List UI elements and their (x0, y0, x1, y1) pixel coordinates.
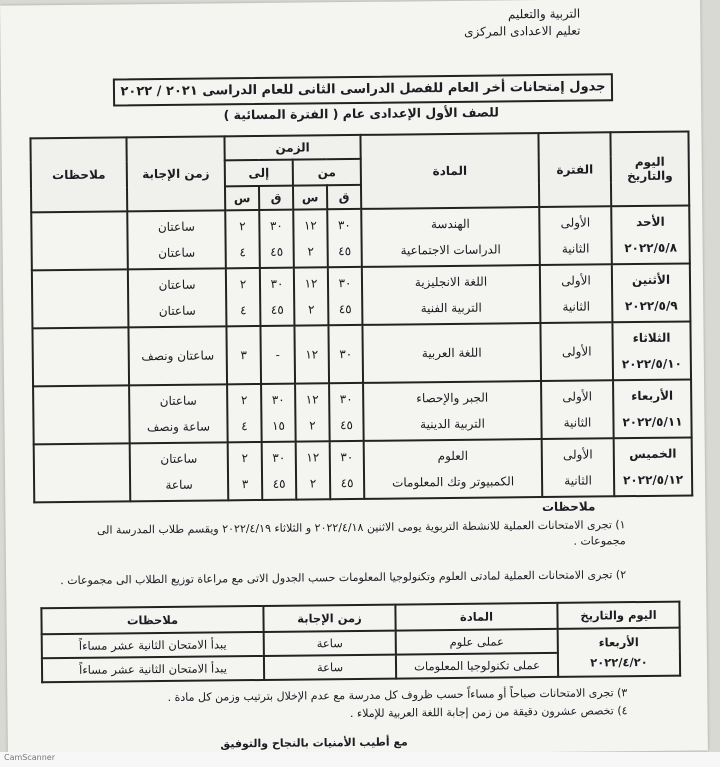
day-cell-day: الأربعاء (631, 388, 674, 404)
table-row (32, 321, 691, 386)
from-s-cell-line: ١٢ (305, 392, 319, 407)
to-q-cell (261, 384, 296, 442)
duration-cell-line: ساعتان (158, 303, 196, 319)
duration-cell-line: ساعتان (159, 393, 197, 409)
subject-cell (362, 265, 541, 325)
day-cell-day: الأحد (635, 214, 665, 230)
col-to-q: ق (259, 186, 293, 210)
from-s-cell-line: ٢ (307, 302, 315, 317)
to-s-cell (227, 384, 262, 442)
period-cell (540, 264, 613, 323)
to-s-cell (226, 326, 261, 384)
lab-date: ٢٠٢٢/٤/٢٠ (590, 654, 648, 670)
from-s-cell (296, 441, 331, 499)
from-s-cell (294, 267, 329, 325)
to-q-cell-line: ٤٥ (272, 476, 286, 491)
notes-cell (32, 327, 129, 386)
col-day: اليوم والتاريخ (610, 131, 689, 206)
subject-cell (363, 381, 542, 441)
header-line-1: التربية والتعليم (507, 6, 581, 22)
subject-cell (364, 439, 543, 499)
from-q-cell (327, 209, 362, 267)
col-to-s: س (225, 186, 259, 210)
to-s-cell-line: ٢ (239, 277, 247, 292)
table-row (31, 205, 690, 270)
to-s-cell-line: ٢ (240, 393, 248, 408)
to-q-cell (262, 442, 297, 500)
day-cell-day: الأثنين (631, 272, 671, 288)
subject-cell-line: الكمبيوتر وتك المعلومات (391, 474, 515, 490)
from-q-cell-line: ٤٥ (338, 302, 352, 317)
subject-cell-line: اللغة العربية (421, 345, 482, 361)
lab-col-day: اليوم والتاريخ (557, 602, 679, 629)
from-s-cell (295, 383, 330, 441)
lab-duration: ساعة (264, 655, 396, 680)
to-q-cell (260, 268, 295, 326)
duration-cell-line: ساعتان (158, 245, 196, 261)
to-s-cell-line: ٤ (241, 419, 248, 434)
to-s-cell-line: ٣ (240, 348, 248, 363)
table-row (34, 437, 693, 502)
period-cell-line: الأولى (562, 447, 593, 462)
notes-cell (33, 385, 130, 444)
day-cell (611, 205, 690, 264)
period-cell-line: الثانية (562, 299, 591, 314)
subject-cell-line: الهندسة (430, 216, 470, 232)
from-q-cell-line: ٣٠ (339, 392, 353, 407)
notes-cell (32, 269, 129, 328)
lab-subject: عملى علوم (396, 629, 558, 655)
notes-cell (34, 443, 131, 502)
footer-strip (0, 752, 720, 767)
day-cell-day: الثلاثاء (632, 330, 671, 346)
period-cell (542, 438, 615, 497)
from-s-cell-line: ١٢ (306, 450, 320, 465)
to-q-cell-line: - (275, 347, 280, 362)
duration-cell-line: ساعتان (158, 277, 196, 293)
duration-cell (128, 326, 227, 385)
header-line-2: تعليم الاعدادى المركزى (463, 23, 581, 39)
subject-cell-line: التربية الفنية (420, 300, 482, 316)
header-block (464, 6, 581, 41)
to-q-cell-line: ٣٠ (269, 218, 283, 233)
note-3: ٣) تجرى الامتحانات صباحاً أو مساءاً حسب ظروف كل مدرسة مع عدم الإخلال بترتيب وزمن كل مادة . (167, 686, 628, 704)
from-s-cell (294, 325, 329, 383)
col-period: الفترة (538, 132, 611, 207)
subject-cell-line: اللغة الانجليزية (414, 274, 488, 290)
period-cell (539, 206, 612, 265)
day-cell (614, 437, 693, 496)
col-to: إلى (225, 160, 293, 187)
from-s-cell-line: ١٢ (304, 276, 318, 291)
day-cell-date: ٢٠٢٢/٥/١٢ (622, 472, 684, 488)
to-s-cell-line: ٣ (241, 477, 249, 492)
from-q-cell-line: ٤٥ (340, 476, 354, 491)
note-4: ٤) تخصص عشرون دقيقة من زمن إجابة اللغة العربية للإملاء . (349, 704, 628, 721)
to-s-cell (226, 268, 261, 326)
lab-note: يبدأ الامتحان الثانية عشر مساءاً (42, 656, 264, 682)
lab-note: يبدأ الامتحان الثانية عشر مساءاً (42, 632, 264, 658)
practical-exams-table (40, 601, 681, 684)
duration-cell (128, 268, 227, 327)
duration-cell (127, 210, 226, 269)
lab-col-subject: المادة (395, 603, 557, 631)
duration-cell-line: ساعة (165, 477, 193, 492)
from-q-cell-line: ٤٥ (338, 244, 352, 259)
from-q-cell (328, 267, 363, 325)
lab-day-cell (558, 628, 680, 677)
from-q-cell (330, 441, 365, 499)
subject-cell-line: التربية الدينية (420, 416, 485, 432)
to-q-cell-line: ٣٠ (270, 276, 284, 291)
from-s-cell-line: ٢ (307, 244, 314, 259)
lab-col-notes: ملاحظات (41, 606, 263, 634)
col-from-s: س (293, 185, 327, 209)
day-cell-date: ٢٠٢٢/٥/١١ (622, 414, 683, 430)
subject-cell (362, 323, 541, 383)
lab-duration: ساعة (264, 631, 396, 656)
duration-cell-line: ساعتان (157, 219, 195, 235)
to-s-cell-line: ٤ (239, 245, 246, 260)
to-s-cell (225, 210, 260, 268)
day-cell-date: ٢٠٢٢/٥/٩ (624, 298, 678, 314)
to-q-cell-line: ١٥ (271, 418, 286, 433)
to-q-cell-line: ٤٥ (270, 244, 284, 259)
to-s-cell (228, 442, 263, 500)
from-q-cell (329, 383, 364, 441)
to-s-cell-line: ٢ (241, 451, 249, 466)
subject-cell-line: العلوم (437, 448, 469, 464)
period-cell-line: الأولى (560, 215, 591, 230)
subject-cell-line: الدراسات الاجتماعية (400, 242, 501, 258)
to-q-cell-line: ٤٥ (270, 302, 284, 317)
col-subject: المادة (360, 133, 539, 209)
duration-cell-line: ساعة ونصف (146, 419, 211, 435)
to-s-cell-line: ٢ (239, 219, 246, 234)
duration-cell-line: ساعتان (160, 451, 198, 467)
period-cell-line: الثانية (564, 473, 592, 488)
from-s-cell (293, 209, 328, 267)
period-cell-line: الأولى (561, 273, 591, 288)
exam-schedule-table (29, 130, 693, 503)
period-cell-line: الأولى (561, 344, 592, 359)
document-title: جدول إمتحانات أخر العام للفصل الدراسى الثانى للعام الدراسى ٢٠٢١ / ٢٠٢٢ (113, 73, 613, 106)
lab-day: الأربعاء (598, 635, 639, 650)
period-cell (541, 380, 614, 439)
from-q-cell-line: ٣٠ (340, 450, 354, 465)
day-cell-date: ٢٠٢٢/٥/١٠ (621, 356, 682, 372)
from-s-cell-line: ٢ (309, 476, 317, 491)
duration-cell (129, 384, 228, 443)
document-subtitle: للصف الأول الإعدادى عام ( الفترة المسائية ) (223, 104, 499, 123)
col-notes: ملاحظات (30, 137, 127, 212)
note-2: ٢) تجرى الامتحانات العملية لمادتى العلوم وتكنولوجيا المعلومات حسب الجدول الاتى مع مراعاة توزيع الطلاب الى مجموعات . (60, 568, 627, 588)
lab-col-duration: زمن الإجابة (263, 605, 395, 632)
duration-cell (130, 442, 229, 501)
to-q-cell (260, 326, 295, 384)
from-q-cell (328, 325, 363, 383)
period-cell (540, 322, 613, 381)
from-q-cell-line: ٣٠ (339, 347, 353, 362)
from-q-cell-line: ٣٠ (337, 218, 351, 233)
notes-title: ملاحظات (541, 499, 596, 515)
to-q-cell-line: ٣٠ (271, 392, 285, 407)
from-q-cell-line: ٤٥ (339, 418, 354, 433)
day-cell (612, 263, 691, 322)
day-cell (612, 321, 691, 380)
from-s-cell-line: ١٢ (305, 347, 319, 362)
to-q-cell-line: ٣٠ (272, 450, 286, 465)
day-cell (613, 379, 692, 438)
from-q-cell-line: ٣٠ (338, 276, 352, 291)
schedule-rows (31, 205, 692, 502)
col-time: الزمن (224, 135, 360, 160)
table-row (32, 263, 691, 328)
day-cell-date: ٢٠٢٢/٥/٨ (624, 240, 678, 256)
period-cell-line: الثانية (563, 415, 592, 430)
period-cell-line: الثانية (561, 241, 590, 256)
day-cell-day: الخميس (629, 446, 677, 462)
from-s-cell-line: ١٢ (303, 218, 317, 233)
col-duration: زمن الإجابة (126, 136, 225, 211)
col-from-q: ق (327, 185, 361, 209)
closing-line: مع أطيب الأمنيات بالنجاح والتوفيق (220, 735, 408, 751)
watermark: CamScanner (4, 753, 56, 762)
table-row (33, 379, 692, 444)
lab-subject: عملى تكنولوجيا المعلومات (396, 653, 558, 679)
notes-cell (31, 211, 128, 270)
duration-cell-line: ساعتان ونصف (141, 348, 215, 364)
period-cell-line: الأولى (562, 389, 593, 404)
to-s-cell-line: ٤ (239, 303, 247, 318)
subject-cell (361, 207, 540, 267)
to-q-cell (259, 210, 294, 268)
from-s-cell-line: ٢ (309, 418, 316, 433)
subject-cell-line: الجبر والإحصاء (416, 390, 489, 406)
col-from: من (293, 159, 361, 186)
note-1: ١) تجرى الامتحانات العملية للانشطة التربوية يومى الاثنين ٢٠٢٢/٤/١٨ و الثلاثاء ٢٠٢٢/٤/١٩ ويقسم طلاب المدرسة الى مجموعات . (96, 518, 626, 548)
